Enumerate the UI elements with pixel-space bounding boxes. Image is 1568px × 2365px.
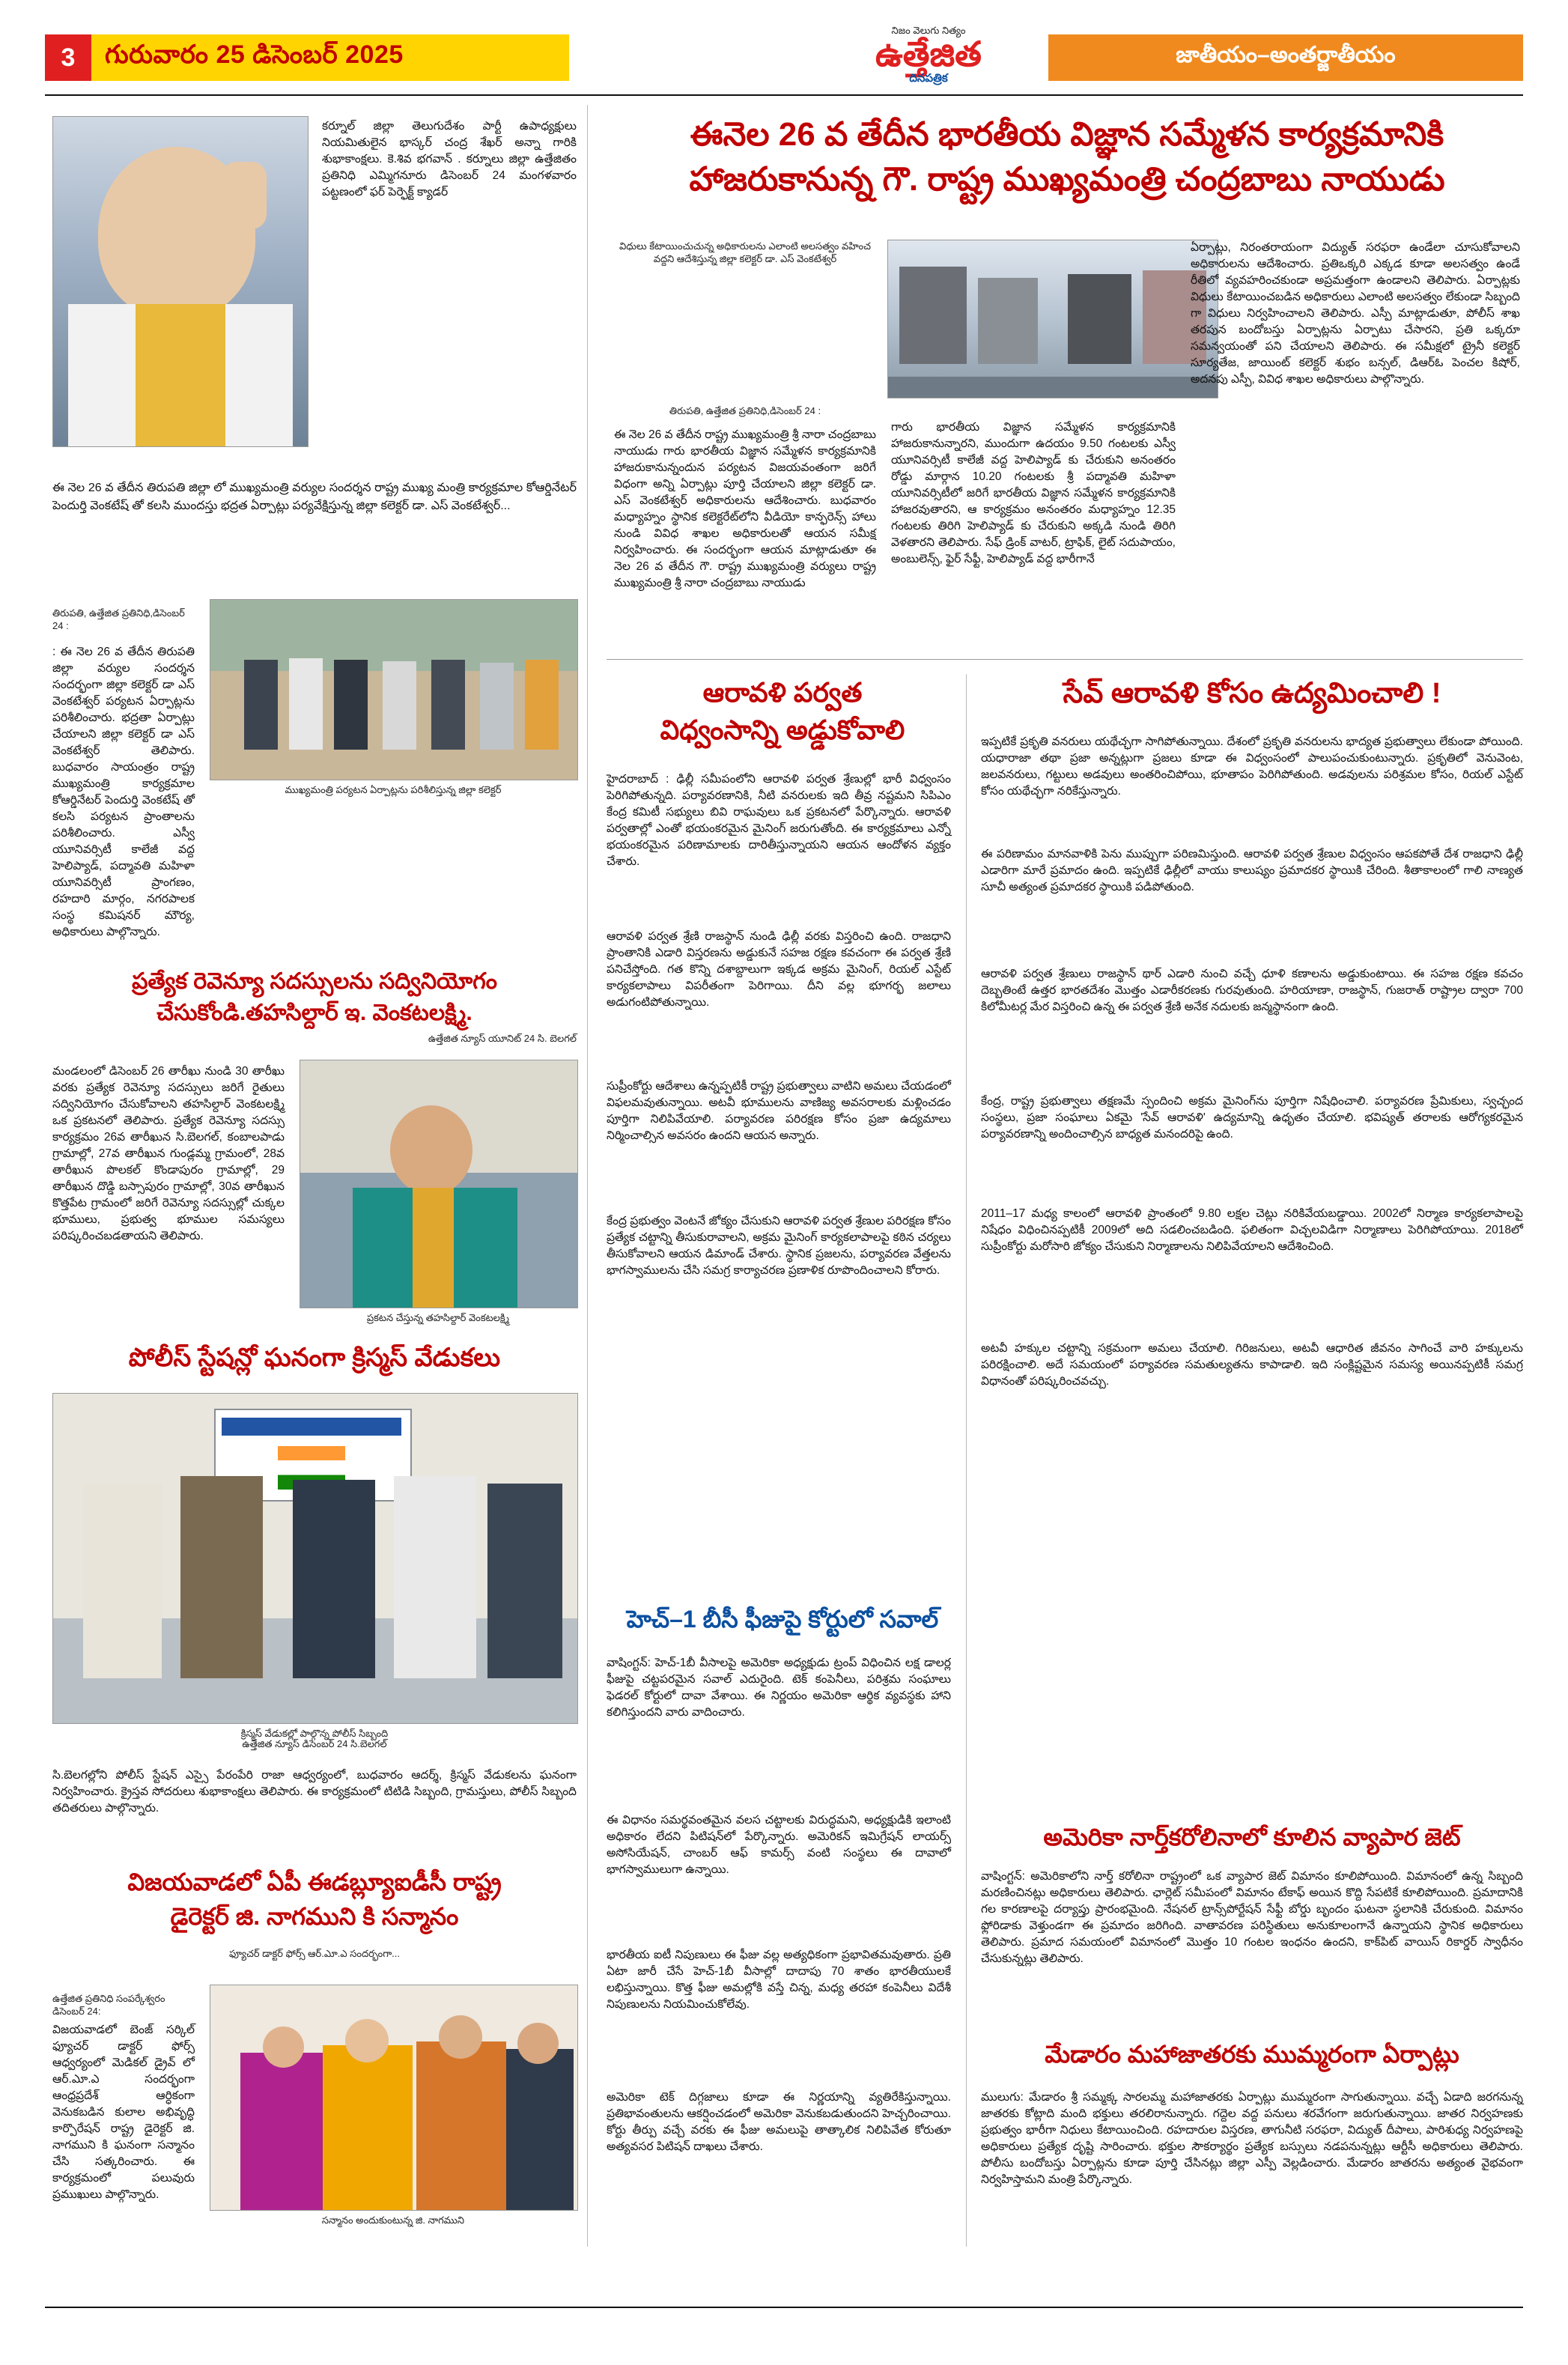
logo-tagline-top: నిజం వెలుగు నిత్యం bbox=[891, 25, 966, 36]
revenue-credit: ఉత్తేజిత న్యూస్ యూనిట్ 24 సి. బెలగల్ bbox=[428, 1033, 577, 1044]
medaram-headline-wrap bbox=[981, 2037, 1523, 2071]
apeidc-credit: ఉత్తేజిత ప్రతినిధి సంపర్కేశ్వరం డిసెంబర్ 24: bbox=[52, 1993, 165, 2017]
america-body: వాషింగ్టన్: అమెరికాలోని నార్త్ కరోలినా రాష్ట్రంలో ఒక వ్యాపార జెట్ విమానం కూలిపోయింది. విమానంలో ఉన్న సిబ్బంది మరణించినట్లు అధికారులు తెలిపారు. ఛార్లెట్ సమీపంలో విమానం టేకాఫ్ అయిన కొద్ది సేపటికే కూలిపోయింది. ప్రమాదానికి గల కారణాలపై దర్యాప్తు ప్రారంభమైంది. నేషనల్ ట్రాన్స్‌పోర్టేషన్ సేఫ్టీ బోర్డు బృందం ఘటనా స్థలానికి చేరుకుంది. విమానం ఫ్లోరిడాకు వెళ్తుండగా ఈ ప్రమాదం జరిగింది. వాతావరణ పరిస్థితులు అనుకూలంగానే ఉన్నాయని స్థానిక అధికారులు తెలిపారు. ప్రమాద సమయంలో విమానంలో మొత్తం 10 గంటల ఇంధనం ఉందని, కాక్‌పిట్ వాయిస్ రికార్డర్ స్వాధీనం చేసుకున్నట్లు తెలిపారు. bbox=[981, 1870, 1523, 1965]
collector-body: : ఈ నెల 26 వ తేదీన తిరుపతి జిల్లా వర్యుల సందర్శన సందర్భంగా జిల్లా కలెక్టర్ డా ఎస్ వెంకటేశ్వర్ పర్యటన ఏర్పాట్లను పరిశీలించారు. భద్రతా ఏర్పాట్లు చేయాలని జిల్లా కలెక్టర్ డా ఎస్ వెంకటేశ్వర్ తెలిపారు. బుధవారం సాయంత్రం రాష్ట్ర ముఖ్యమంత్రి కార్యక్రమాల కోఆర్డినేటర్ పెందుర్తి వెంకటేష్ తో కలసి పర్యటన ప్రాంతాలను పరిశీలించారు. ఎస్వీ యూనివర్సిటీ కాలేజీ వద్ద హెలిప్యాడ్, పద్మావతి మహిళా యూనివర్సిటీ ప్రాంగణం, రహదారి మార్గం, నగరపాలక సంస్థ కమిషనర్ మౌర్య, అధికారులు పాల్గొన్నారు. bbox=[52, 646, 195, 938]
police-headline: పోలీస్ స్టేషన్లో ఘనంగా క్రిస్మస్ వేడుకలు bbox=[128, 1344, 501, 1372]
savearavalli-p6: అటవీ హక్కుల చట్టాన్ని సక్రమంగా అమలు చేయాలి. గిరిజనులు, అటవీ ఆధారిత జీవనం సాగించే వారి హక్కులను పరిరక్షించాలి. అదే సమయంలో పర్యావరణ సమతుల్యతను కాపాడాలి. ఇది సంక్లిష్టమైన సమస్య అయినప్పటికీ సమగ్ర విధానంతో పరిష్కరించవచ్చు. bbox=[981, 1342, 1523, 1388]
lead-bottom-rule bbox=[607, 659, 1523, 660]
aravalli-p1: హైదరాబాద్ : ఢిల్లీ సమీపంలోని ఆరావళి పర్వత శ్రేణుల్లో భారీ విధ్వంసం పెరిగిపోతున్నది. పర్యావరణానికి, నీటి వనరులకు ఇది తీవ్ర నష్టమని సిపిఎం కేంద్ర కమిటీ సభ్యులు బివి రాఘవులు ఒక ప్రకటనలో పేర్కొన్నారు. ఆరావళి పర్వతాల్లో ఎంతో భయంకరమైన మైనింగ్ జరుగుతోంది. ఈ కార్యక్రమాలు ఎన్నో భయంకరమైన పరిణామాలకు దారితీస్తున్నాయని ఆయన ఆందోళన వ్యక్తం చేశారు. bbox=[607, 773, 951, 868]
savearavalli-p3: ఆరావళి పర్వత శ్రేణులు రాజస్థాన్ థార్ ఎడారి నుంచి వచ్చే ధూళి కణాలను అడ్డుకుంటాయి. ఈ సహజ రక్షణ కవచం దెబ్బతింటే ఉత్తర భారతదేశం మొత్తం ఎడారీకరణకు గురవుతుంది. హరియాణా, రాజస్థాన్, గుజరాత్ రాష్ట్రాల ద్వారా 700 కిలోమీటర్ల మేర విస్తరించి ఉన్న ఈ పర్వత శ్రేణి అనేక నదులకు జన్మస్థానంగా ఉంది. bbox=[981, 968, 1523, 1013]
lead-photo bbox=[887, 240, 1218, 398]
logo-title: ఉత్తేజిత bbox=[875, 34, 982, 73]
lead-photo-caption-left: విధులు కేటాయించుచున్న అధికారులను ఎలాంటి అలసత్వం వహించ వద్దని ఆదేశిస్తున్న జిల్లా కలెక్టర్ డా. ఎస్ వెంకటేశ్వర్ bbox=[619, 240, 872, 264]
h1b-headline: హెచ్–1 బీసీ ఫీజుపై కోర్టులో సవాల్ bbox=[626, 1606, 939, 1633]
masthead-date: గురువారం 25 డిసెంబర్ 2025 bbox=[105, 40, 404, 69]
page-number: 3 bbox=[61, 43, 76, 72]
revenue-photo bbox=[300, 1060, 578, 1308]
aravalli-p3: సుప్రీంకోర్టు ఆదేశాలు ఉన్నప్పటికీ రాష్ట్ర ప్రభుత్వాలు వాటిని అమలు చేయడంలో విఫలమవుతున్నాయి. అటవీ భూములను వాణిజ్య అవసరాలకు మళ్లించడం పూర్తిగా నిలిపివేయాలి. పర్యావరణ పరిరక్షణ కోసం ప్రజా ఉద్యమాలు నిర్మించాల్సిన అవసరం ఉందని ఆయన అన్నారు. bbox=[607, 1080, 951, 1142]
lead-dateline: తిరుపతి, ఉత్తేజిత ప్రతినిధి,డిసెంబర్ 24 : bbox=[669, 405, 821, 416]
lead-col2: గారు భారతీయ విజ్ఞాన సమ్మేళన కార్యక్రమానికి హాజరుకానున్నారని, ముందుగా ఉదయం 9.50 గంటలకు ఎస్వీ యూనివర్సిటీ కాలేజీ వద్ద హెలిప్యాడ్ కు చేరుకుని అనంతరం రోడ్డు మార్గాన 10.20 గంటలకు శ్రీ పద్మావతి మహిళా యూనివర్సిటీలో జరిగే భారతీయ విజ్ఞాన సమ్మేళన కార్యక్రమానికి హాజరవుతారని, ఆ కార్యక్రమం అనంతరం మధ్యాహ్నం 12.35 గంటలకు తిరిగి హెలిప్యాడ్ కు చేరుకుని అక్కడి నుండి తిరిగి వెళతారని తెలిపారు. సేఫ్ డ్రింక్ వాటర్, ట్రాఫిక్, లైట్ సదుపాయం, అంబులెన్స్, ఫైర్ సేఫ్టీ, హెలిప్యాడ్ వద్ద భారీగానే bbox=[891, 421, 1176, 565]
medaram-headline: మేడారం మహాజాతరకు ముమ్మరంగా ఏర్పాట్లు bbox=[1045, 2041, 1459, 2068]
kurnool-caption: కర్నూల్ జిల్లా తెలుగుదేశం పార్టీ ఉపాధ్యక్షులు నియమితులైన భాస్కర్ చంద్ర శేఖర్ అన్నా గారికి శుభాకాంక్షలు. కె.శివ భగవాన్ . కర్నూలు జిల్లా ఉత్తేజితం ప్రతినిధి ఎమ్మిగనూరు డిసెంబర్ 24 మంగళవారం పట్టణంలో ఫర్ పెర్ఫెక్ట్ క్యాడర్ bbox=[322, 120, 577, 198]
aravalli-p2: ఆరావళి పర్వత శ్రేణి రాజస్థాన్ నుండి ఢిల్లీ వరకు విస్తరించి ఉంది. రాజధాని ప్రాంతానికి ఎడారి విస్తరణను అడ్డుకునే సహజ రక్షణ కవచంగా ఈ పర్వత శ్రేణి పనిచేస్తోంది. గత కొన్ని దశాబ్దాలుగా ఇక్కడ అక్రమ మైనింగ్, రియల్ ఎస్టేట్ కార్యకలాపాలు విపరీతంగా పెరిగాయి. దీని వల్ల భూగర్భ జలాలు అడుగంటిపోతున్నాయి. bbox=[607, 930, 951, 1009]
h1b-headline-wrap bbox=[607, 1603, 958, 1636]
savearavalli-p1: ఇప్పటికే ప్రకృతి వనరులు యథేచ్ఛగా సాగిపోతున్నాయి. దేశంలో ప్రకృతి వనరులను భాద్యత ప్రభుత్వాలు లేకుండా పోయింది. యధారాజా తథా ప్రజా అన్నట్లుగా ప్రజలు కూడా ఈ విధ్వంసంలో పాలుపంచుకుంటున్నారు. ప్రకృతిలో వెనువెంట, జలవనరులు, గట్టులు అడవులు అంతరించిపోయి, భూతాపం పెరిగిపోతుంది. అడవులను పరిశ్రమల కోసం, రియల్ ఎస్టేట్ కోసం యథేచ్ఛగా నరికేస్తున్నారు. bbox=[981, 735, 1523, 798]
apeidc-photo bbox=[210, 1985, 578, 2211]
police-credit: ఉత్తేజిత న్యూస్ డిసెంబర్ 24 సి.బెలగల్ bbox=[242, 1738, 387, 1749]
police-photo bbox=[52, 1393, 578, 1724]
lead-photo-figure bbox=[887, 240, 1217, 397]
column-divider-1 bbox=[587, 105, 588, 2247]
newspaper-logo bbox=[831, 25, 1026, 90]
h1b-p4: అమెరికా టెక్ దిగ్గజాలు కూడా ఈ నిర్ణయాన్ని వ్యతిరేకిస్తున్నాయి. ప్రతిభావంతులను ఆకర్షించడంలో అమెరికా వెనుకబడుతుందని హెచ్చరించాయి. కోర్టు తీర్పు వచ్చే వరకు ఈ ఫీజు అమలుపై తాత్కాలిక నిలిపివేత కోరుతూ అత్యవసర పిటిషన్ దాఖలు చేశారు. bbox=[607, 2091, 951, 2153]
section-band bbox=[1048, 34, 1523, 81]
savearavalli-headline: సేవ్ ఆరావళి కోసం ఉద్యమించాలి ! bbox=[1063, 678, 1441, 709]
collector-photo-caption: ముఖ్యమంత్రి పర్యటన ఏర్పాట్లను పరిశీలిస్తున్న జిల్లా కలెక్టర్ bbox=[285, 784, 502, 795]
h1b-p3: భారతీయ ఐటీ నిపుణులు ఈ ఫీజు వల్ల అత్యధికంగా ప్రభావితమవుతారు. ప్రతి ఏటా జారీ చేసే హెచ్-1బీ వీసాల్లో దాదాపు 70 శాతం భారతీయులకే లభిస్తున్నాయి. కొత్త ఫీజు అమల్లోకి వస్తే చిన్న, మధ్య తరహా కంపెనీలు విదేశీ నిపుణులను నియమించుకోలేవు. bbox=[607, 1949, 951, 2011]
apeidc-headline: విజయవాడలో ఏపీ ఈడబ్ల్యూఐడీసీ రాష్ట్ర డైరెక్టర్ జి. నాగముని కి సన్మానం bbox=[127, 1868, 502, 1930]
collector-photo-figure bbox=[210, 599, 577, 795]
america-headline-wrap bbox=[981, 1820, 1523, 1854]
h1b-p2: ఈ విధానం సమర్థవంతమైన వలస చట్టాలకు విరుద్ధమని, అధ్యక్షుడికి ఇలాంటి అధికారం లేదని పిటిషన్‌లో పేర్కొన్నారు. అమెరికన్ ఇమిగ్రేషన్ లాయర్స్ అసోసియేషన్, చాంబర్ ఆఫ్ కామర్స్ వంటి సంస్థలు ఈ దావాలో భాగస్వాములుగా ఉన్నాయి. bbox=[607, 1814, 951, 1876]
collector-photo bbox=[210, 599, 578, 780]
lead-col3: ఏర్పాట్లు, నిరంతరాయంగా విద్యుత్ సరఫరా ఉండేలా చూసుకోవాలని అధికారులను ఆదేశించారు. ప్రతిఒక్కరి ఎక్కడ కూడా అలసత్వం ఉండే రీతిలో వ్యవహరించకుండా అప్రమత్తంగా ఉండాలని తెలిపారు. ఏర్పాట్లకు విధులు కేటాయించబడిన అధికారులు ఎలాంటి అలసత్వం లేకుండా సిబ్బంది గా విధులు నిర్వహించాలని తెలిపారు. ఎస్పీ మాట్లాడుతూ, పోలీస్ శాఖ తరపున బందోబస్తు ఏర్పాట్లను ఏర్పాటు చేసారని, ప్రతి ఒక్కరూ సమన్వయంతో పని చేయాలని తెలిపారు. ఈ సమీక్షలో ట్రైనీ కలెక్టర్ సూర్యతేజ, జాయింట్ కలెక్టర్ శుభం బన్సల్, డిఆర్ఓ పెంచల కిషోర్, అదనపు ఎస్పీ, వివిధ శాఖల అధికారులు పాల్గొన్నారు. bbox=[1191, 241, 1520, 386]
medaram-body: ములుగు: మేడారం శ్రీ సమ్మక్క సారలమ్మ మహాజాతరకు ఏర్పాట్లు ముమ్మరంగా సాగుతున్నాయి. వచ్చే ఏడాది జరగనున్న జాతరకు కోట్లాది మంది భక్తులు తరలిరానున్నారు. గద్దెల వద్ద పనులు శరవేగంగా జరుగుతున్నాయి. జాతర నిర్వహణకు ప్రభుత్వం భారీగా నిధులు కేటాయించింది. రహదారుల విస్తరణ, తాగునీటి సరఫరా, విద్యుత్ దీపాలు, పారిశుధ్య నిర్వహణపై అధికారులు ప్రత్యేక దృష్టి సారించారు. భక్తుల సౌకర్యార్థం ప్రత్యేక బస్సులు నడపనున్నట్లు ఆర్టీసీ అధికారులు తెలిపారు. పోలీసు బందోబస్తు ఏర్పాట్లను కూడా పూర్తి చేసినట్లు జిల్లా ఎస్పీ వెల్లడించారు. మేడారం జాతరను అత్యంత వైభవంగా నిర్వహిస్తామని మంత్రి పేర్కొన్నారు. bbox=[981, 2091, 1523, 2186]
page-bottom-rule bbox=[45, 2307, 1523, 2308]
apeidc-photo-caption: సన్మానం అందుకుంటున్న జి. నాగముని bbox=[321, 2214, 465, 2226]
apeidc-body: విజయవాడలో బెంజ్ సర్కిల్ ఫ్యూచర్ డాక్టర్ ఫోర్స్ ఆధ్వర్యంలో మెడికల్ డ్రైవ్ లో ఆర్.ఎూ.ఎ సందర్భంగా ఆంధ్రప్రదేశ్ ఆర్ధికంగా వెనుకబడిన కులాల అభివృద్ధి కార్పొరేషన్ రాష్ట్ర డైరెక్టర్ జి. నాగముని కి ఘనంగా సన్మానం చేసి సత్కరించారు. ఈ కార్యక్రమంలో పలువురు ప్రముఖులు పాల్గొన్నారు. bbox=[52, 2024, 195, 2201]
revenue-photo-caption: ప్రకటన చేస్తున్న తహసిల్దార్ వెంకటలక్ష్మి bbox=[366, 1312, 510, 1323]
apeidc-subhead: ఫ్యూచర్ డాక్టర్ ఫోర్స్ ఆర్.ఎూ.ఎ సందర్భంగా... bbox=[228, 1948, 401, 1959]
police-photo-caption: క్రిస్మస్ వేడుకల్లో పాల్గొన్న పోలీస్ సిబ్బంది bbox=[240, 1728, 389, 1739]
kurnool-photo bbox=[52, 116, 309, 447]
savearavalli-p2: ఈ పరిణామం మానవాళికి పెను ముప్పుగా పరిణమిస్తుంది. ఆరావళి పర్వత శ్రేణుల విధ్వంసం ఆపకపోతే దేశ రాజధాని ఢిల్లీ ఎడారిగా మారే ప్రమాదం ఉంది. ఇప్పటికే ఢిల్లీలో వాయు కాలుష్యం ప్రమాదకర స్థాయికి చేరింది. శీతాకాలంలో గాలి నాణ్యత సూచీ అత్యంత ప్రమాదకర స్థాయికి పడిపోతుంది. bbox=[981, 848, 1523, 893]
police-photo-figure bbox=[52, 1393, 577, 1739]
revenue-photo-figure bbox=[300, 1060, 577, 1323]
column-divider-2 bbox=[966, 674, 967, 2247]
logo-subtitle: దినపత్రిక bbox=[909, 72, 948, 85]
police-body: సి.బెలగల్లోని పోలీస్ స్టేషన్ ఎస్సై పేరంపేరి రాజా ఆధ్వర్యంలో, బుధవారం ఆదర్శ్, క్రిస్మస్ వేడుకలను ఘనంగా నిర్వహించారు. క్రైస్తవ సోదరులు శుభాకాంక్షలు తెలిపారు. ఈ కార్యక్రమంలో టిటిడి సిబ్బంది, గ్రామస్తులు, పోలీస్ సిబ్బంది తదితరులు పాల్గొన్నారు. bbox=[52, 1769, 577, 1815]
masthead bbox=[0, 0, 1568, 90]
masthead-rule bbox=[45, 94, 1523, 96]
lead-col1: ఈ నెల 26 వ తేదీన రాష్ట్ర ముఖ్యమంత్రి శ్రీ నారా చంద్రబాబు నాయుడు గారు భారతీయ విజ్ఞాన సమ్మేళన కార్యక్రమానికి హాజరుకానున్నందున పర్యటన విజయవంతంగా జరిగే విధంగా అన్ని ఏర్పాట్లు పూర్తి చేయాలని జిల్లా కలెక్టర్ డా. ఎస్ వెంకటేశ్వర్ అధికారులను ఆదేశించారు. బుధవారం మధ్యాహ్నం స్థానిక కలెక్టరేట్‌లోని వీడియో కాన్ఫరెన్స్ హాలు నుండి వివిధ శాఖల అధికారులతో ఆయన సమీక్ష నిర్వహించారు. ఈ సందర్భంగా ఆయన మాట్లాడుతూ ఈ నెల 26 వ తేదీన గౌ. రాష్ట్ర ముఖ్యమంత్రి వర్యులు రాష్ట్ర ముఖ్యమంత్రి శ్రీ నారా చంద్రబాబు నాయుడు bbox=[614, 428, 876, 589]
savearavalli-p4: కేంద్ర, రాష్ట్ర ప్రభుత్వాలు తక్షణమే స్పందించి అక్రమ మైనింగ్‌ను పూర్తిగా నిషేధించాలి. పర్యావరణ ప్రేమికులు, స్వచ్ఛంద సంస్థలు, ప్రజా సంఘాలు ఏకమై 'సేవ్ ఆరావళి' ఉద్యమాన్ని ఉధృతం చేయాలి. భవిష్యత్ తరాలకు ఆరోగ్యకరమైన పర్యావరణాన్ని అందించాల్సిన బాధ్యత మనందరిపై ఉంది. bbox=[981, 1095, 1523, 1141]
section-label: జాతీయం–అంతర్జాతీయం bbox=[1176, 42, 1396, 67]
savearavalli-headline-wrap bbox=[981, 674, 1523, 713]
revenue-headline: ప్రత్యేక రెవెన్యూ సదస్సులను సద్వినియోగం చేసుకోండి.తహసిల్దార్ ఇ. వెంకటలక్ష్మి. bbox=[132, 969, 497, 1025]
apeidc-photo-figure bbox=[210, 1985, 577, 2226]
lead-headline: ఈనెల 26 వ తేదీన భారతీయ విజ్ఞాన సమ్మేళన కార్యక్రమానికి హాజరుకానున్న గౌ. రాష్ట్ర ముఖ్యమంత్రి చంద్రబాబు నాయుడు bbox=[689, 116, 1445, 198]
collector-dateline: తిరుపతి, ఉత్తేజిత ప్రతినిధి,డిసెంబర్ 24 : bbox=[52, 607, 185, 631]
police-headline-wrap bbox=[52, 1341, 577, 1375]
savearavalli-p5: 2011–17 మధ్య కాలంలో ఆరావళి ప్రాంతంలో 9.80 లక్షల చెట్లు నరికివేయబడ్డాయి. 2002లో నిర్మాణ కార్యకలాపాలపై నిషేధం విధించినప్పటికీ 2009లో అది సడలించబడింది. ఫలితంగా విచ్చలవిడిగా నిర్మాణాలు పెరిగిపోయాయి. 2018లో సుప్రీంకోర్టు మరోసారి జోక్యం చేసుకుని నిర్మాణాలను నిలిపివేయాలని ఆదేశించింది. bbox=[981, 1207, 1523, 1253]
kurnool-photo-figure bbox=[52, 116, 307, 446]
h1b-p1: వాషింగ్టన్: హెచ్-1బీ వీసాలపై అమెరికా అధ్యక్షుడు ట్రంప్ విధించిన లక్ష డాలర్ల ఫీజుపై చట్టపరమైన సవాల్ ఎదురైంది. టెక్ కంపెనీలు, పరిశ్రమ సంఘాలు ఫెడరల్ కోర్టులో దావా వేశాయి. ఈ నిర్ణయం అమెరికా ఆర్థిక వ్యవస్థకు హాని కలిగిస్తుందని వారు వాదించారు. bbox=[607, 1657, 951, 1719]
aravalli-p4: కేంద్ర ప్రభుత్వం వెంటనే జోక్యం చేసుకుని ఆరావళి పర్వత శ్రేణుల పరిరక్షణ కోసం ప్రత్యేక చట్టాన్ని తీసుకురావాలని, అక్రమ మైనింగ్ కార్యకలాపాలపై కఠిన చర్యలు తీసుకోవాలని ఆయన డిమాండ్ చేశారు. స్థానిక ప్రజలను, పర్యావరణ వేత్తలను భాగస్వాములను చేసి సమగ్ర కార్యాచరణ ప్రణాళిక రూపొందించాలని కోరారు. bbox=[607, 1215, 951, 1277]
collector-intro: ఈ నెల 26 వ తేదీన తిరుపతి జిల్లా లో ముఖ్యమంత్రి వర్యుల సందర్శన రాష్ట్ర ముఖ్య మంత్రి కార్యక్రమాల కోఆర్డినేటర్ పెందుర్తి వెంకటేష్ తో కలసి ముందస్తు భద్రత ఏర్పాట్లు పర్యవేక్షిస్తున్న జిల్లా కలెక్టర్ డా. ఎస్ వెంకటేశ్వర్... bbox=[52, 482, 577, 512]
aravalli-headline: ఆరావళి పర్వత విధ్వంసాన్ని అడ్డుకోవాలి bbox=[660, 677, 905, 745]
america-headline: అమెరికా నార్త్‌కరోలినాలో కూలిన వ్యాపార జెట్ bbox=[1043, 1824, 1461, 1851]
revenue-body: మండలంలో డిసెంబర్ 26 తారీఖు నుండి 30 తారీఖు వరకు ప్రత్యేక రెవెన్యూ సదస్సులు జరిగే రైతులు సద్వినియోగం చేసుకోవాలని తహసిల్దార్ వెంకటలక్ష్మి ఒక ప్రకటనలో తెలిపారు. ప్రత్యేక రెవెన్యూ సదస్సు కార్యక్రమం 26వ తారీఖున సి.బెలగల్, కంబాలపాడు గ్రామాల్లో, 27వ తారీఖున గుండ్లమ్మ గ్రామంలో, 28వ తారీఖున పొలకల్ కొండాపురం గ్రామాల్లో, 29 తారీఖున దొడ్డి బస్సాపురం గ్రామాల్లో, 30వ తారీఖున కొత్తపేట గ్రామంలో జరిగే రెవెన్యూ సదస్సుల్లో చుక్కల భూములు, ప్రభుత్వ భూముల సమస్యలు పరిష్కరించబడతాయని తెలిపారు. bbox=[52, 1065, 285, 1242]
